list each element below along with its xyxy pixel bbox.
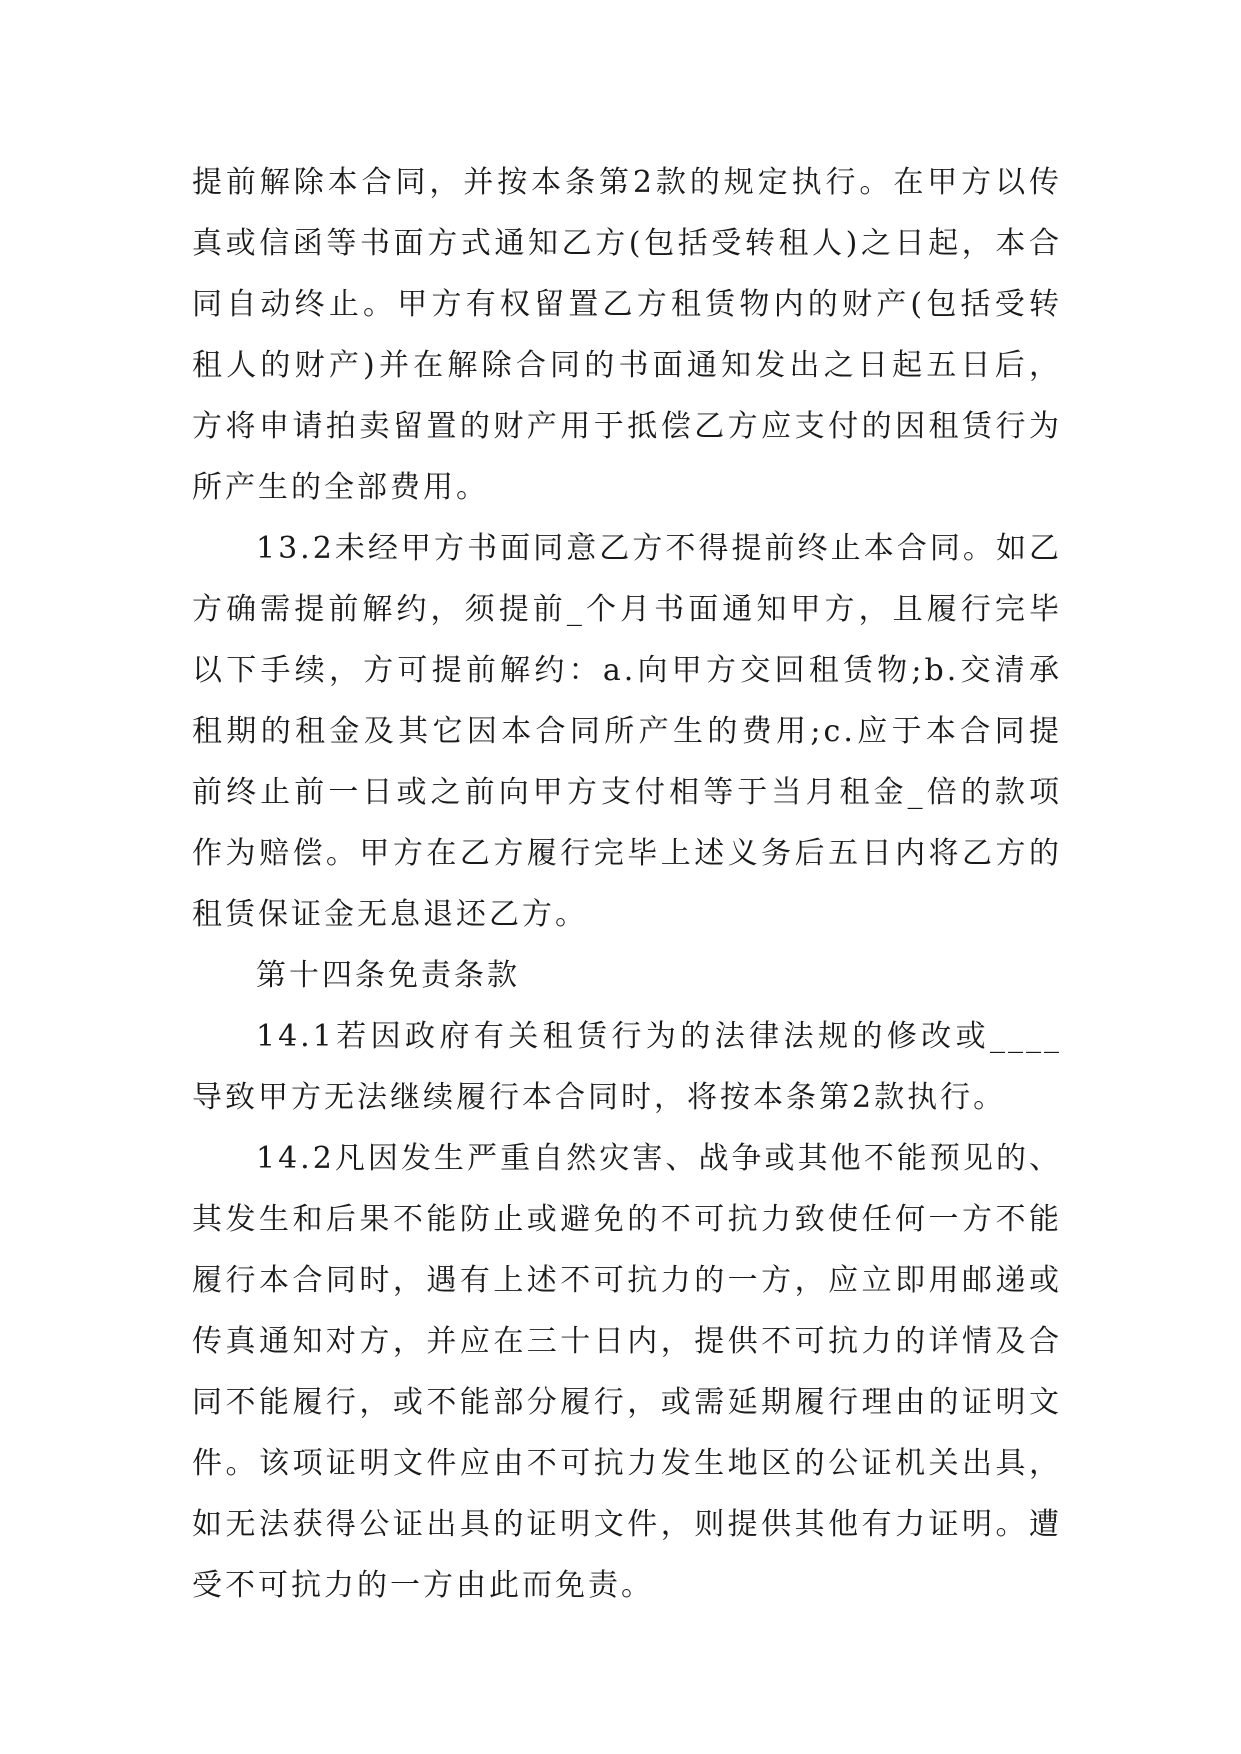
paragraph-termination-continued: 提前解除本合同，并按本条第2款的规定执行。在甲方以传真或信函等书面方式通知乙方(包括受转租人)之日起，本合同自动终止。甲方有权留置乙方租赁物内的财产(包括受转租人的财产)并在解除合同的书面通知发出之日起五日后，方将申请拍卖留置的财产用于抵偿乙方应支付的因租赁行为所产生的全部费用。 (192, 165, 1062, 505)
document-body (192, 152, 1062, 1616)
section-heading-article-14: 第十四条免责条款 (256, 958, 520, 993)
paragraph-clause-14-1: 14.1若因政府有关租赁行为的法律法规的修改或____导致甲方无法继续履行本合同时，将按本条第2款执行。 (192, 1019, 1062, 1115)
paragraph-clause-13-2: 13.2未经甲方书面同意乙方不得提前终止本合同。如乙方确需提前解约，须提前_个月书面通知甲方，且履行完毕以下手续，方可提前解约：a.向甲方交回租赁物;b.交清承租期的租金及其它因本合同所产生的费用;c.应于本合同提前终止前一日或之前向甲方支付相等于当月租金_倍的款项作为赔偿。甲方在乙方履行完毕上述义务后五日内将乙方的租赁保证金无息退还乙方。 (192, 531, 1062, 932)
paragraph-clause-14-2: 14.2凡因发生严重自然灾害、战争或其他不能预见的、其发生和后果不能防止或避免的不可抗力致使任何一方不能履行本合同时，遇有上述不可抗力的一方，应立即用邮递或传真通知对方，并应在三十日内，提供不可抗力的详情及合同不能履行，或不能部分履行，或需延期履行理由的证明文件。该项证明文件应由不可抗力发生地区的公证机关出具，如无法获得公证出具的证明文件，则提供其他有力证明。遭受不可抗力的一方由此而免责。 (192, 1141, 1062, 1603)
